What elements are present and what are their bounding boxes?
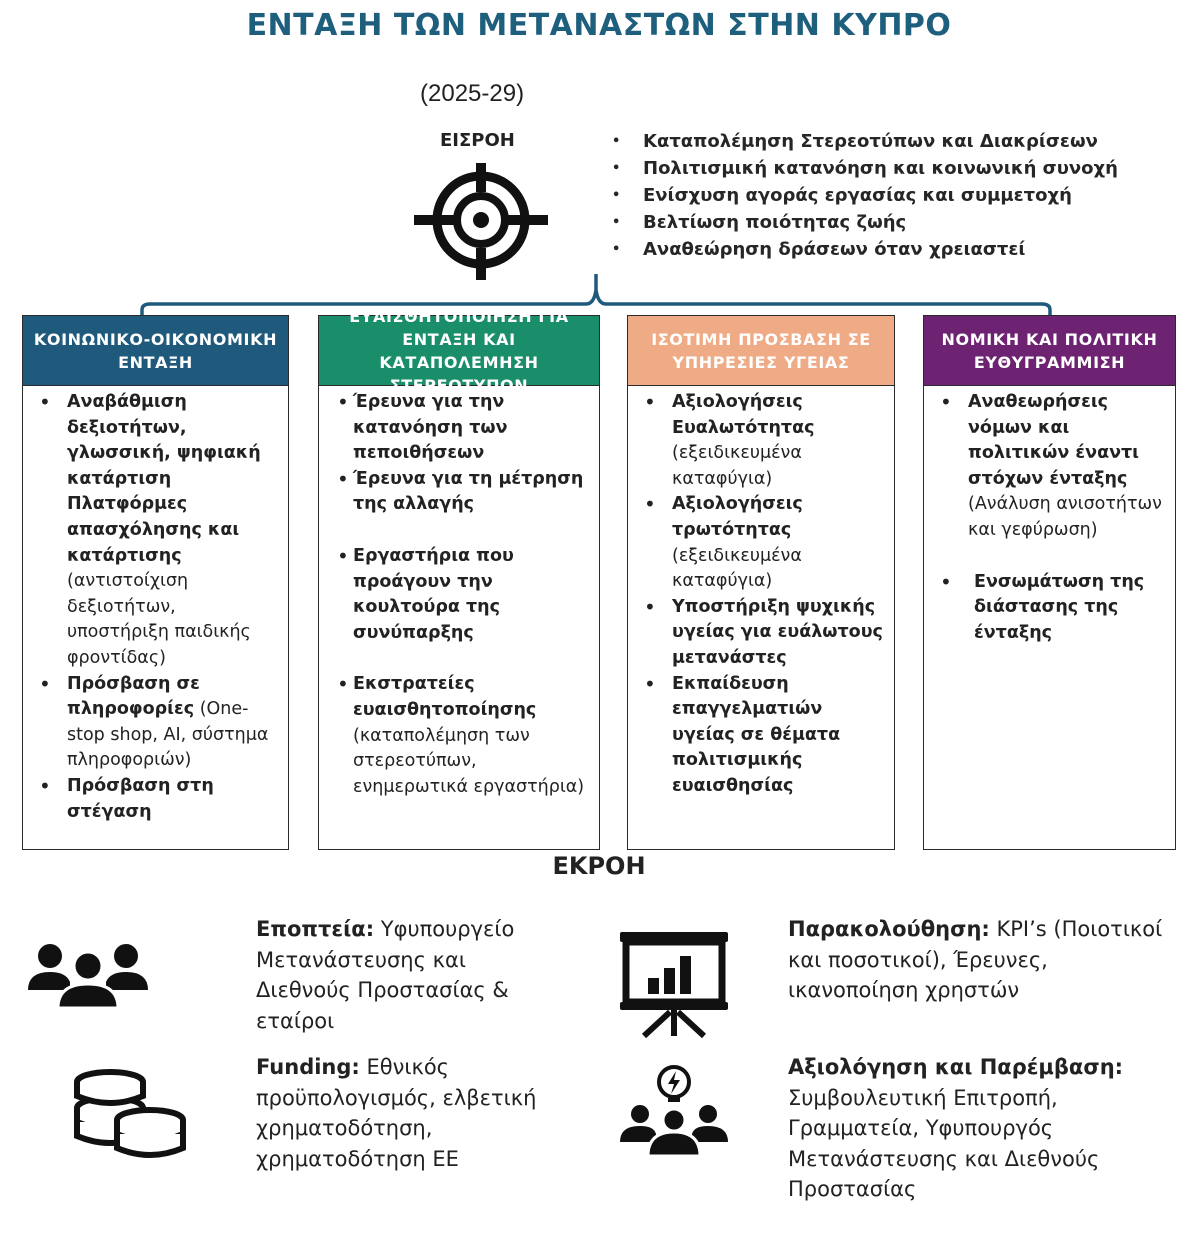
item-detail-text: (αντιστοίχιση δεξιοτήτων, υποστήριξη παιδικής φροντίδας) — [67, 571, 251, 668]
output-funding — [256, 1052, 566, 1174]
pillar-item — [33, 774, 282, 825]
pillar-item — [934, 390, 1169, 544]
presentation-chart-icon — [618, 930, 730, 1038]
item-bold-text: Αναθεωρήσεις νόμων και πολιτικών έναντι στόχων ένταξης — [968, 392, 1139, 489]
item-bold-text: Εργαστήρια που προάγουν την κουλτούρα της συνύπαρξης — [353, 545, 514, 643]
item-detail-text: (Ανάλυση ανισοτήτων και γεφύρωση) — [968, 494, 1162, 540]
pillar-title: ΚΟΙΝΩΝΙΚΟ-ΟΙΚΟΝΟΜΙΚΗ ΕΝΤΑΞΗ — [23, 316, 288, 386]
pillar-title: ΕΥΑΙΣΘΗΤΟΠΟΙΗΣΗ ΓΙΑ ΕΝΤΑΞΗ ΚΑΙ ΚΑΤΑΠΟΛΕΜΗΣΗ ΣΤΕΡΕΟΤΥΠΩΝ — [319, 316, 599, 386]
output-detail: KPI’s (Ποιοτικοί και ποσοτικοί), Έρευνες, ικανοποίηση χρηστών — [788, 917, 1163, 1002]
item-bold-text: Έρευνα για την κατανόηση των πεποιθήσεων — [353, 392, 508, 464]
pillar-health-access — [627, 315, 895, 850]
pillar-title: ΝΟΜΙΚΗ ΚΑΙ ΠΟΛΙΤΙΚΗ ΕΥΘΥΓΡΑΜΜΙΣΗ — [924, 316, 1175, 386]
output-evaluation — [788, 1052, 1168, 1205]
pillar-item — [33, 672, 282, 774]
item-bold-text: Υποστήριξη ψυχικής υγείας για ευάλωτους μετανάστες — [672, 596, 883, 668]
item-detail-text: (καταπολέμηση των στερεοτύπων, ενημερωτικά εργαστήρια) — [353, 725, 585, 797]
output-detail: Συμβουλευτική Επιτροπή, Γραμματεία, Υφυπουργός Μετανάστευσης και Διεθνούς Προστασίας — [788, 1085, 1100, 1201]
coins-icon — [72, 1068, 188, 1164]
item-bold-text: Εκστρατείες ευαισθητοποίησης — [353, 674, 537, 720]
target-icon — [414, 160, 550, 280]
item-bold-text: Ενσωμάτωση της διάστασης της ένταξης — [974, 571, 1145, 643]
input-label: ΕΙΣΡΟΗ — [440, 130, 515, 151]
item-bold-text: Πρόσβαση σε πληροφορίες — [67, 673, 200, 720]
goal-item: • Πολιτισμική κατανόηση και κοινωνική συνοχή — [612, 155, 1118, 182]
goal-item: • Αναθεώρηση δράσεων όταν χρειαστεί — [612, 236, 1118, 263]
pillar-awareness-anti-stereotypes — [318, 306, 600, 850]
output-heading: Funding: — [256, 1055, 360, 1079]
output-heading: Αξιολόγηση και Παρέμβαση: — [788, 1055, 1124, 1079]
item-bold-text: Πρόσβαση στη στέγαση — [67, 775, 214, 822]
output-heading: Παρακολούθηση: — [788, 917, 990, 941]
pillar-item — [329, 390, 593, 467]
output-oversight — [256, 914, 556, 1036]
pillar-item — [638, 595, 888, 672]
pillar-title: ΙΣΟΤΙΜΗ ΠΡΟΣΒΑΣΗ ΣΕ ΥΠΗΡΕΣΙΕΣ ΥΓΕΙΑΣ — [628, 316, 894, 386]
pillar-item — [329, 467, 593, 518]
pillar-item — [934, 570, 1169, 647]
item-bold-text: Εκπαίδευση επαγγελματιών υγείας σε θέματα πολιτισμικής ευαισθησίας — [672, 673, 841, 796]
pillar-item — [638, 672, 888, 800]
output-heading: Εποπτεία: — [256, 917, 375, 941]
output-detail: Εθνικός προϋπολογισμός, ελβετική χρηματοδότηση, χρηματοδότηση ΕΕ — [256, 1055, 537, 1171]
item-bold-text: Έρευνα για τη μέτρηση της αλλαγής — [353, 468, 584, 515]
pillar-item — [638, 390, 888, 492]
output-label: ΕΚΡΟΗ — [552, 852, 646, 880]
pillar-item — [329, 672, 593, 800]
goal-item: • Ενίσχυση αγοράς εργασίας και συμμετοχή — [612, 182, 1118, 209]
item-bold-text: Αναβάθμιση δεξιοτήτων, γλωσσική, ψηφιακή κατάρτιση Πλατφόρμες απασχόλησης και κατάρτισης — [67, 392, 261, 566]
pillar-socioeconomic-integration — [22, 315, 289, 850]
item-detail-text: (εξειδικευμένα καταφύγια) — [672, 545, 802, 592]
team-idea-icon — [616, 1062, 732, 1156]
item-detail-text: (εξειδικευμένα καταφύγια) — [672, 443, 802, 489]
output-detail: Υφυπουργείο Μετανάστευσης και Διεθνούς Προστασίας & εταίροι — [256, 917, 515, 1033]
diagram-title: ΕΝΤΑΞΗ ΤΩΝ ΜΕΤΑΝΑΣΤΩΝ ΣΤΗΝ ΚΥΠΡΟ — [246, 8, 952, 43]
item-bold-text: Αξιολογήσεις Ευαλωτότητας — [672, 392, 815, 438]
goal-item: • Βελτίωση ποιότητας ζωής — [612, 209, 1118, 236]
item-bold-text: Αξιολογήσεις τρωτότητας — [672, 494, 803, 540]
output-monitoring — [788, 914, 1168, 1006]
item-detail-text: (One-stop shop, AI, σύστημα πληροφοριών) — [67, 699, 269, 771]
goals-list — [612, 128, 1118, 263]
pillar-item — [638, 492, 888, 594]
goal-item: • Καταπολέμηση Στερεοτύπων και Διακρίσεων — [612, 128, 1118, 155]
period-label: (2025-29) — [420, 80, 525, 107]
people-group-icon — [26, 942, 150, 1008]
pillar-legal-policy-alignment — [923, 315, 1176, 850]
pillar-item — [33, 390, 282, 672]
pillar-item — [329, 544, 593, 646]
